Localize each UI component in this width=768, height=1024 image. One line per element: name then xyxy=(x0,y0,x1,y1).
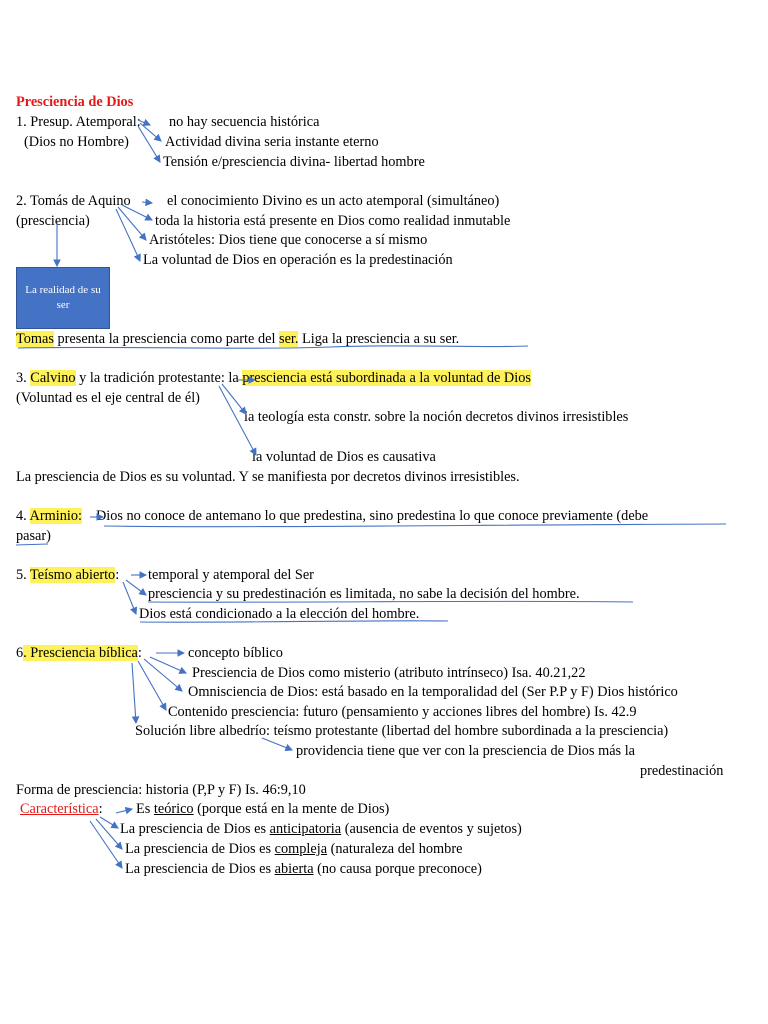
arrow-icon xyxy=(126,580,146,595)
s2-note-ser: ser. xyxy=(279,331,299,347)
s3-item-c: la voluntad de Dios es causativa xyxy=(252,449,436,465)
s2-note-text: presenta la presciencia como parte del xyxy=(53,331,279,347)
s6-item-f: providencia tiene que ver con la presciencia de Dios más la xyxy=(296,743,636,759)
s3-subtitle: (Voluntad es el eje central de él) xyxy=(16,390,200,406)
s2-note-tomas: Tomas xyxy=(16,331,54,347)
s6-forma: Forma de presciencia: historia (P,P y F) Is. 46:9,10 xyxy=(16,782,306,798)
car-a1: Es xyxy=(136,801,154,817)
s5-item-a: temporal y atemporal del Ser xyxy=(148,567,314,583)
s2-subtitle: (presciencia) xyxy=(16,213,90,229)
car-colon: : xyxy=(98,801,103,817)
car-item-d xyxy=(125,860,482,878)
s3-summary: La presciencia de Dios es su voluntad. Y se manifiesta por decretos divinos irresistibles. xyxy=(16,469,520,485)
s3-heading xyxy=(16,369,531,387)
s6-num: 6 xyxy=(16,645,24,661)
s2-heading: 2. Tomás de Aquino xyxy=(16,193,131,209)
s2-note-end: Liga la presciencia a su ser. xyxy=(298,331,460,347)
arrow-icon xyxy=(96,819,122,849)
s4-name: Arminio: xyxy=(29,508,82,524)
arrow-icon xyxy=(118,207,146,240)
car-b3: (ausencia de eventos y sujetos) xyxy=(341,821,522,837)
s2-note xyxy=(16,330,459,348)
s5-heading xyxy=(16,566,119,584)
arrow-icon xyxy=(90,821,122,868)
car-d1: La presciencia de Dios es xyxy=(125,861,275,877)
s3-name: Calvino xyxy=(30,370,76,386)
car-item-c xyxy=(125,840,462,858)
car-a2: teórico xyxy=(153,801,194,817)
arrow-icon xyxy=(144,659,182,691)
s2-item-b: toda la historia está presente en Dios como realidad inmutable xyxy=(155,213,511,229)
page-title: Presciencia de Dios xyxy=(16,94,134,110)
car-item-a xyxy=(136,800,389,818)
arrow-icon xyxy=(140,123,161,141)
s1-item-b: Actividad divina seria instante eterno xyxy=(165,134,379,150)
s3-highlight: presciencia está subordinada a la voluntad de Dios xyxy=(242,370,531,386)
car-a3: (porque está en la mente de Dios) xyxy=(193,801,390,817)
car-c2: compleja xyxy=(274,841,328,857)
arrow-icon xyxy=(222,384,246,414)
arrow-icon xyxy=(116,809,132,813)
s6-item-e: Solución libre albedrío: teísmo protestante (libertad del hombre subordinada a la presciencia) xyxy=(135,723,669,739)
car-c3: (naturaleza del hombre xyxy=(327,841,463,857)
s2-item-d: La voluntad de Dios en operación es la predestinación xyxy=(143,252,453,268)
s6-item-d: Contenido presciencia: futuro (pensamiento y acciones libres del hombre) Is. 42.9 xyxy=(168,704,637,720)
s3-pre: la xyxy=(224,370,243,386)
s1-heading: 1. Presup. Atemporal: xyxy=(16,114,141,130)
s4-num: 4. xyxy=(16,508,30,524)
s3-num: 3. xyxy=(16,370,31,386)
s5-name: Teísmo abierto xyxy=(30,567,116,583)
s5-item-b: presciencia y su predestinación es limitada, no sabe la decisión del hombre. xyxy=(148,586,580,602)
s4-text: Dios no conoce de antemano lo que predestina, sino predestina lo que conoce previamente (debe xyxy=(95,508,649,524)
s5-item-c: Dios está condicionado a la elección del hombre. xyxy=(139,606,420,622)
s1-item-a: no hay secuencia histórica xyxy=(169,114,320,130)
s6-item-a: concepto bíblico xyxy=(188,645,283,661)
car-d2: abierta xyxy=(274,861,314,877)
arrow-icon xyxy=(100,817,118,828)
car-d3: (no causa porque preconoce) xyxy=(313,861,482,877)
s2-item-a: el conocimiento Divino es un acto atemporal (simultáneo) xyxy=(167,193,500,209)
s6-heading xyxy=(16,644,142,662)
s4-text-cont: pasar) xyxy=(16,528,51,544)
s6-item-f-cont: predestinación xyxy=(640,763,724,779)
s6-item-b: Presciencia de Dios como misterio (atributo intrínseco) Isa. 40.21,22 xyxy=(192,665,586,681)
s1-subtitle: (Dios no Hombre) xyxy=(24,134,129,150)
s1-item-c: Tensión e/presciencia divina- libertad hombre xyxy=(163,154,425,170)
s6-name: . Presciencia bíblica xyxy=(23,645,138,661)
car-heading xyxy=(20,800,103,818)
arrow-icon xyxy=(116,209,140,261)
s6-item-c: Omnisciencia de Dios: está basado en la temporalidad del (Ser P.P y F) Dios histórico xyxy=(188,684,678,700)
arrow-icon xyxy=(138,126,160,162)
car-item-b xyxy=(120,820,522,838)
s2-item-c: Aristóteles: Dios tiene que conocerse a sí mismo xyxy=(149,232,428,248)
car-b2: anticipatoria xyxy=(269,821,342,837)
car-b1: La presciencia de Dios es xyxy=(120,821,270,837)
s3-item-b: la teología esta constr. sobre la noción decretos divinos irresistibles xyxy=(244,409,629,425)
s6-colon: : xyxy=(137,645,142,661)
s4-heading xyxy=(16,507,648,525)
arrow-icon xyxy=(123,582,136,614)
s5-num: 5. xyxy=(16,567,31,583)
realidad-box: La realidad de su ser xyxy=(16,267,110,329)
s3-rest: y la tradición protestante: xyxy=(75,370,225,386)
s5-colon: : xyxy=(115,567,120,583)
arrow-icon xyxy=(138,661,166,710)
car-c1: La presciencia de Dios es xyxy=(125,841,275,857)
arrow-icon xyxy=(132,663,136,723)
car-head: Característica xyxy=(20,801,99,817)
arrow-icon xyxy=(150,657,186,673)
arrow-icon xyxy=(142,202,152,203)
